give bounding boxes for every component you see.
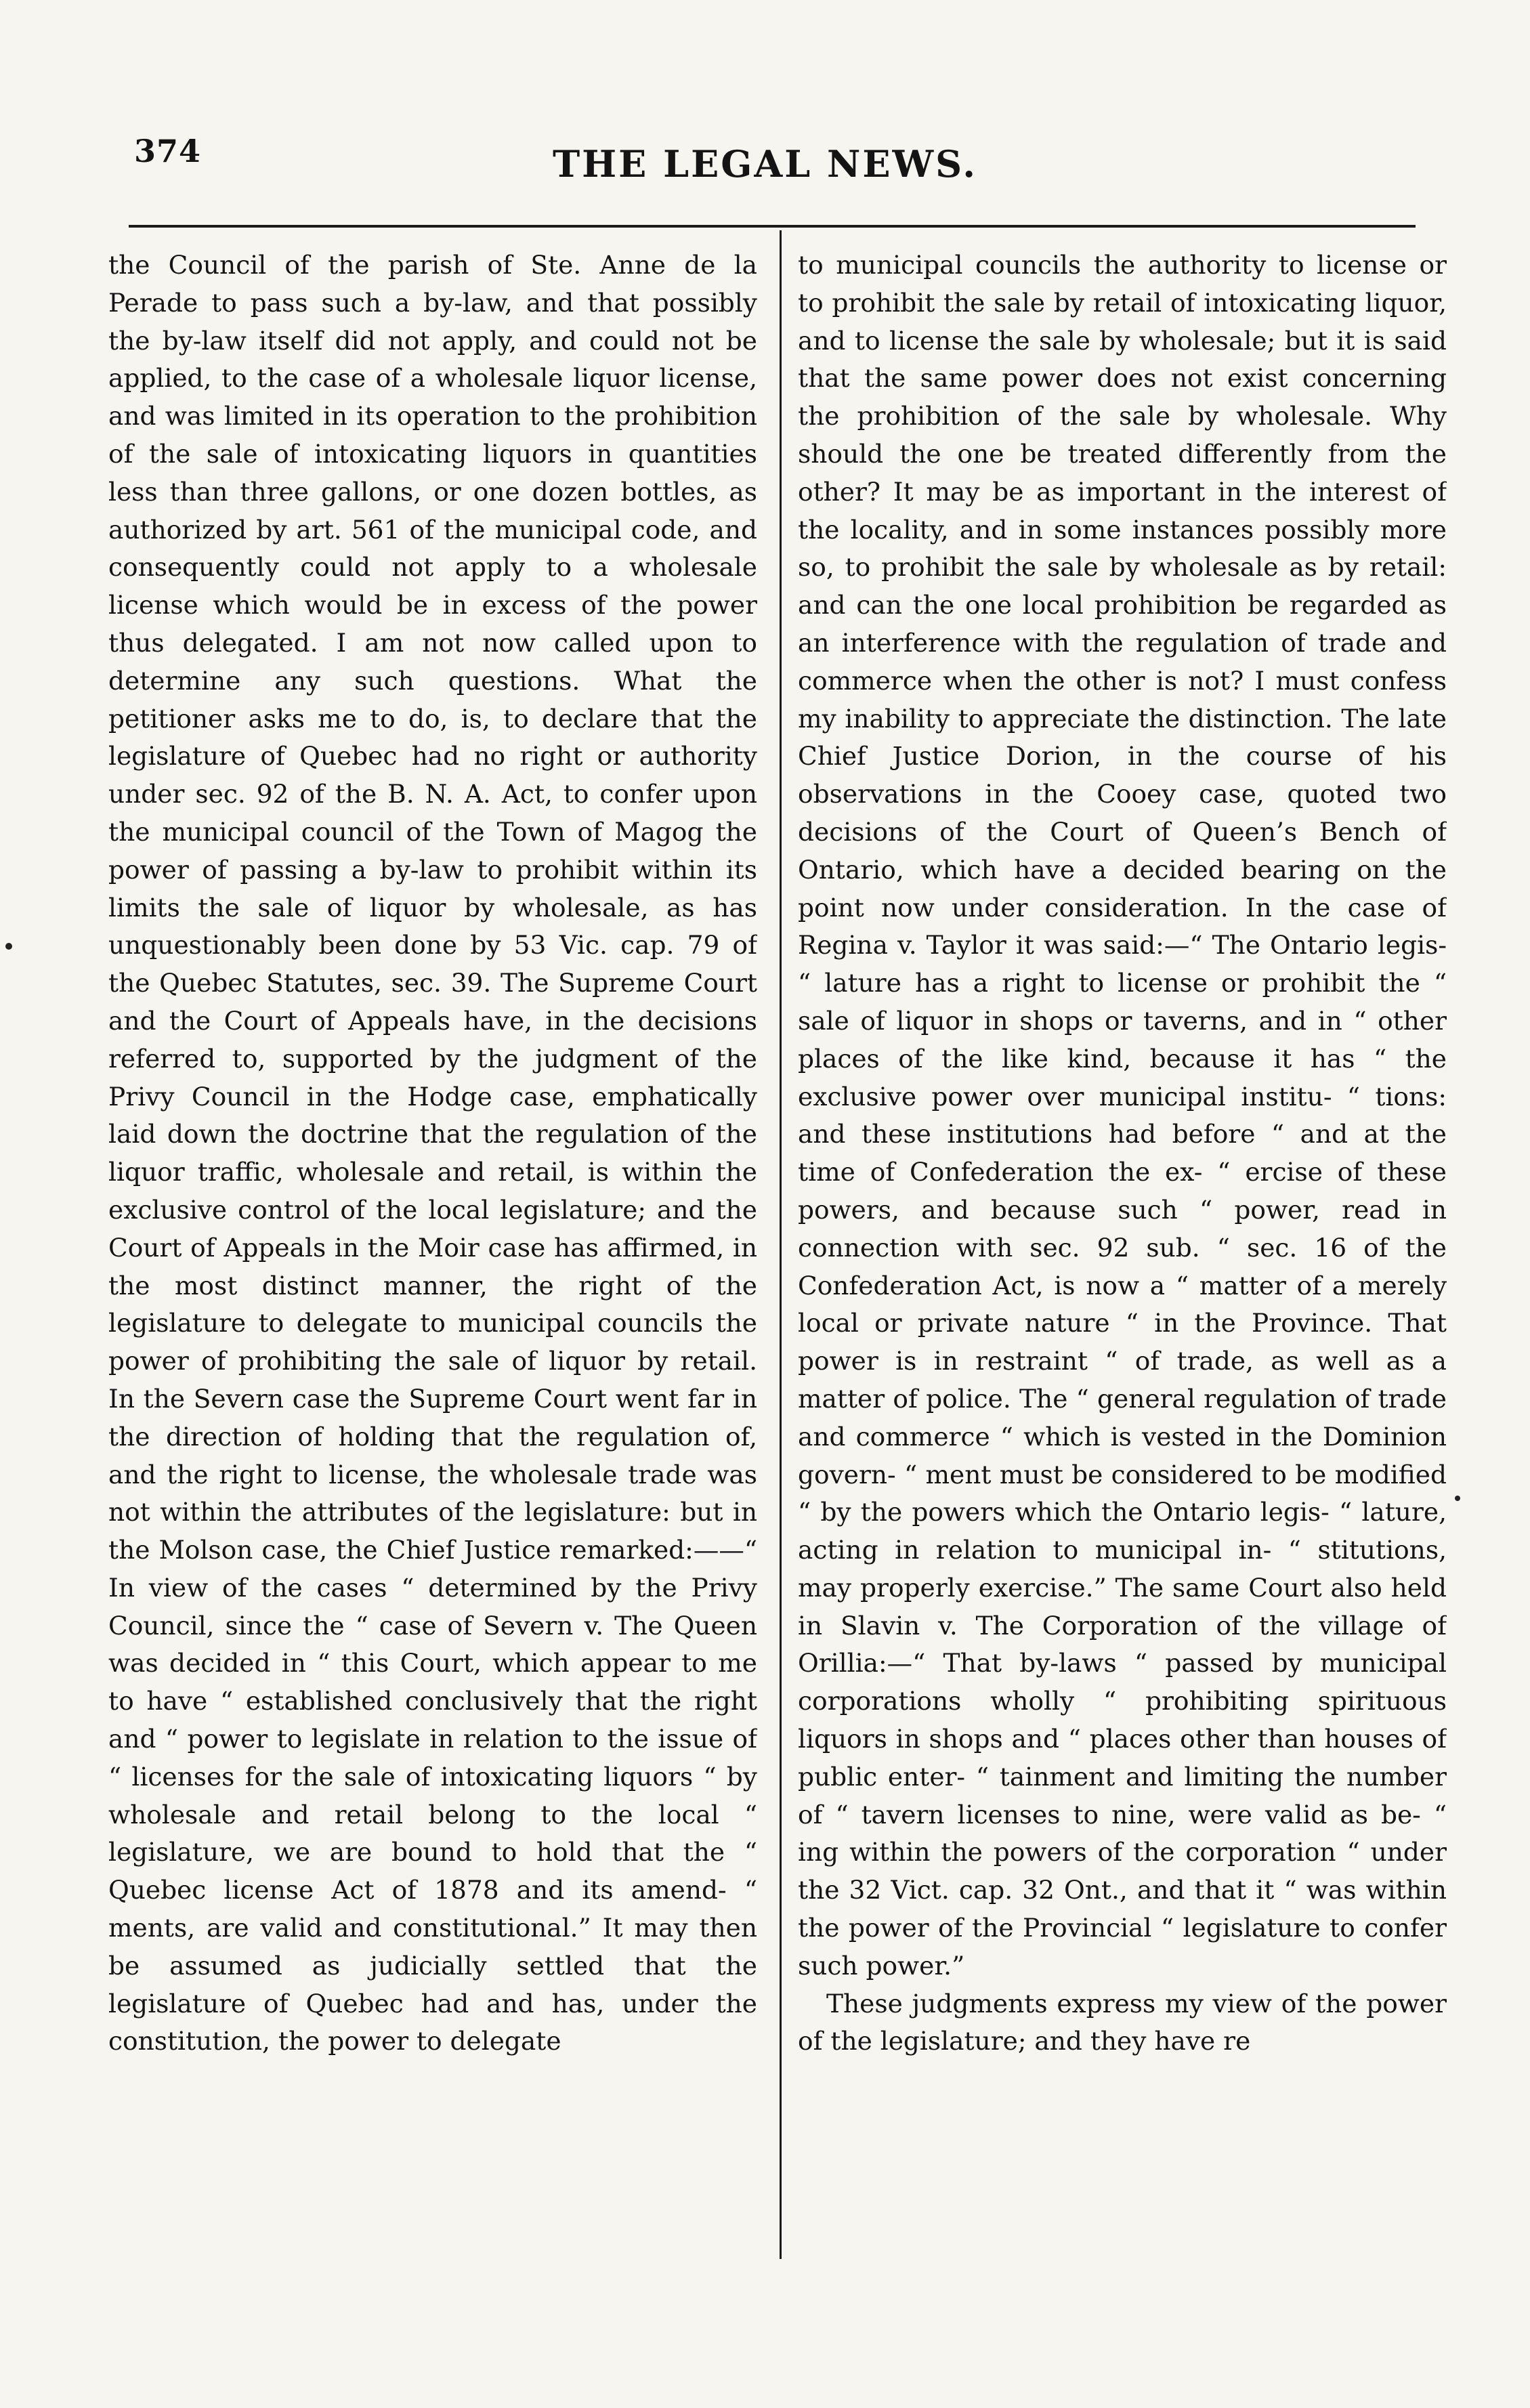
- right-column: [798, 247, 1447, 2279]
- print-speck: [1455, 1496, 1460, 1501]
- print-speck: [5, 943, 12, 950]
- header-rule: [129, 225, 1416, 228]
- right-column-paragraph-1: to municipal councils the authority to license or to prohibit the sale by retail of intoxicating liquor, and to license the sale by wholesale; but it is said that the same power does not exist concerning the prohibition of the sale by wholesale. Why should the one be treated differently from the other? It may be as important in the interest of the locality, and in some instances possibly more so, to prohibit the sale by wholesale as by retail: and can the one local prohibition be regarded as an interference with the regulation of trade and commerce when the other is not? I must confess my inability to appreciate the distinction. The late Chief Justice Dorion, in the course of his observations in the Cooey case, quoted two decisions of the Court of Queen’s Bench of Ontario, which have a decided bearing on the point now under consideration. In the case of Regina v. Taylor it was said:—“ The Ontario legis- “ lature has a right to license or prohibit the “ sale of liquor in shops or taverns, and in “ other places of the like kind, because it has “ the exclusive power over municipal institu- “ tions: and these institutions had before “ and at the time of Confederation the ex- “ ercise of these powers, and because such “ power, read in connection with sec. 92 sub. “ sec. 16 of the Confederation Act, is now a “ matter of a merely local or private nature “ in the Province. That power is in restraint “ of trade, as well as a matter of police. The “ general regulation of trade and commerce “ which is vested in the Dominion govern- “ ment must be considered to be modified “ by the powers which the Ontario legis- “ lature, acting in relation to municipal in- “ stitutions, may properly exercise.” The same Court also held in Slavin v. The Corporation of the village of Orillia:—“ That by-laws “ passed by municipal corporations wholly “ prohibiting spirituous liquors in shops and “ places other than houses of public enter- “ tainment and limiting the number of “ tavern licenses to nine, were valid as be- “ ing within the powers of the corporation “ under the 32 Vict. cap. 32 Ont., and that it “ was within the power of the Provincial “ legislature to confer such power.”: [798, 250, 1447, 1981]
- right-column-paragraph-2: These judgments express my view of the power of the legislature; and they have re: [798, 1988, 1447, 2056]
- column-divider: [780, 230, 782, 2259]
- left-column-paragraph: the Council of the parish of Ste. Anne de la Perade to pass such a by-law, and that possibly the by-law itself did not apply, and could not be applied, to the case of a wholesale liquor license, and was limited in its operation to the prohibition of the sale of intoxicating liquors in quantities less than three gallons, or one dozen bottles, as authorized by art. 561 of the municipal code, and consequently could not apply to a wholesale license which would be in excess of the power thus delegated. I am not now called upon to determine any such questions. What the petitioner asks me to do, is, to declare that the legislature of Quebec had no right or authority under sec. 92 of the B. N. A. Act, to confer upon the municipal council of the Town of Magog the power of passing a by-law to prohibit within its limits the sale of liquor by wholesale, as has unquestionably been done by 53 Vic. cap. 79 of the Quebec Statutes, sec. 39. The Supreme Court and the Court of Appeals have, in the decisions referred to, supported by the judgment of the Privy Council in the Hodge case, emphatically laid down the doctrine that the regulation of the liquor traffic, wholesale and retail, is within the exclusive control of the local legislature; and the Court of Appeals in the Moir case has affirmed, in the most distinct manner, the right of the legislature to delegate to municipal councils the power of prohibiting the sale of liquor by retail. In the Severn case the Supreme Court went far in the direction of holding that the regulation of, and the right to license, the wholesale trade was not within the attributes of the legislature: but in the Molson case, the Chief Justice remarked:——“ In view of the cases “ determined by the Privy Council, since the “ case of Severn v. The Queen was decided in “ this Court, which appear to me to have “ established conclusively that the right and “ power to legislate in relation to the issue of “ licenses for the sale of intoxicating liquors “ by wholesale and retail belong to the local “ legislature, we are bound to hold that the “ Quebec license Act of 1878 and its amend- “ ments, are valid and constitutional.” It may then be assumed as judicially settled that the legislature of Quebec had and has, under the constitution, the power to delegate: [108, 250, 757, 2056]
- left-column: [108, 247, 757, 2279]
- running-head: THE LEGAL NEWS.: [552, 142, 978, 186]
- page-number: 374: [134, 133, 202, 169]
